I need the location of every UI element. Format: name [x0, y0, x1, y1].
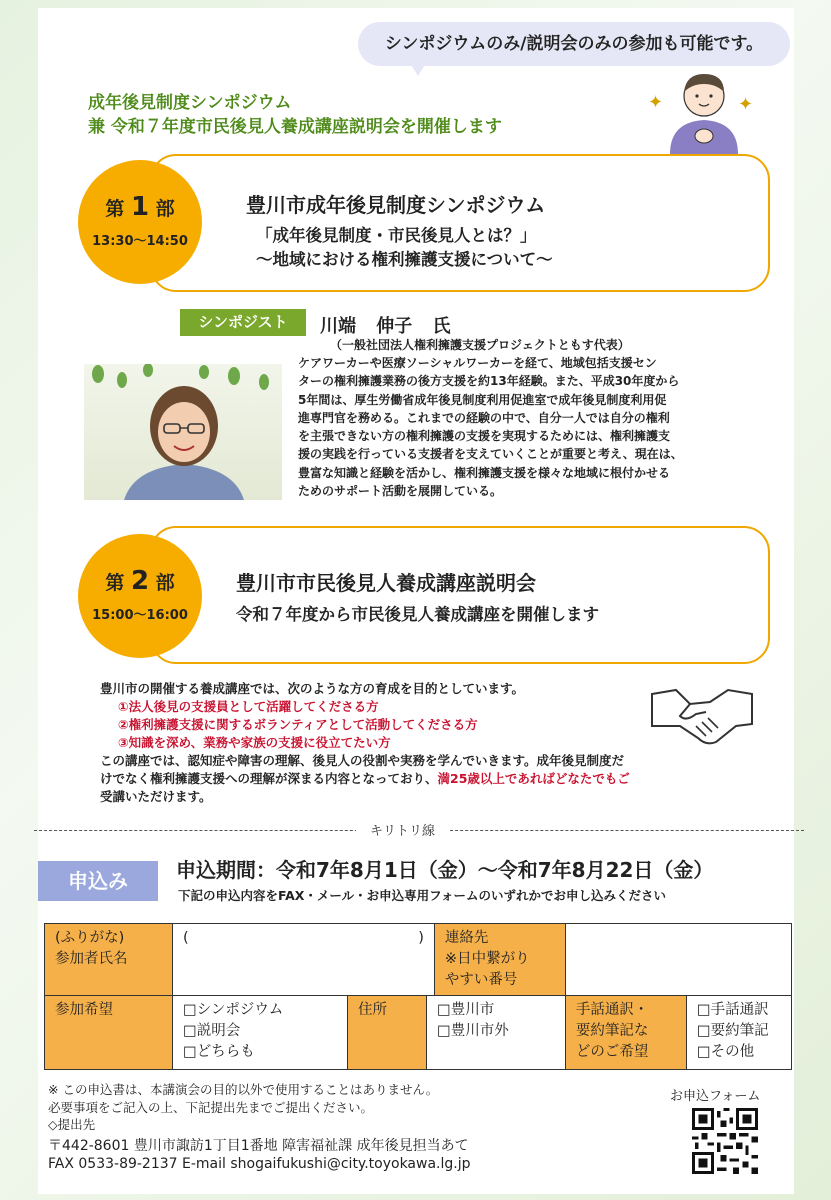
bio-line: 豊富な知識と経験を活かし、権利擁護支援を様々な地域に根付かせる [298, 465, 671, 480]
intro-item: ②権利擁護支援に関するボランティアとして活動してくださる方 [118, 717, 478, 732]
part1-label-num: 1 [130, 192, 150, 222]
intro-age-condition: 満25歳以上であればどなたでもご [437, 771, 630, 786]
contact-label-line: やすい番号 [444, 972, 518, 988]
note-destination-heading: ◇提出先 [48, 1117, 96, 1132]
part1-label-pre: 第 [105, 198, 125, 220]
part1-sub2: ～地域における権利擁護支援について～ [256, 250, 553, 269]
contact-label-line: 連絡先 [444, 930, 489, 946]
bio-line: 進専門官を務める。これまでの経験の中で、自分一人では自分の権利 [298, 410, 670, 425]
speaker-photo [84, 364, 282, 500]
intro-item: ③知識を深め、業務や家族の支援に役立てたい方 [118, 735, 391, 750]
wish-options [173, 996, 348, 1070]
name-field[interactable] [173, 924, 435, 996]
option-other[interactable]: □その他 [696, 1044, 755, 1060]
address-label: 住所 [348, 996, 427, 1070]
sign-label-line: 手話通訳・ [575, 1002, 649, 1018]
part2-badge [78, 534, 202, 658]
part1-badge [78, 160, 202, 284]
apply-note: 下記の申込内容をFAX・メール・お申込専用フォームのいずれかでお申し込みください [178, 888, 667, 903]
headline-line1: 成年後見制度シンポジウム [88, 93, 292, 113]
intro-body1: この講座では、認知症や障害の理解、後見人の役割や実務を学んでいきます。成年後見制度だ [100, 753, 625, 768]
handshake-icon [650, 684, 754, 748]
intro-body2a: けでなく権利擁護支援への理解が深まる内容となっており、 [100, 771, 438, 786]
wish-label: 参加希望 [45, 996, 173, 1070]
part2-time: 15:00～16:00 [92, 608, 188, 623]
speaker-bio [298, 354, 788, 500]
sparkle-icon: ✦ [738, 94, 754, 115]
part1-label-post: 部 [155, 198, 175, 220]
note-submit: 必要事項をご記入の上、下記提出先までご提出ください。 [48, 1099, 374, 1115]
intro-body2 [100, 770, 630, 788]
sign-language-label [565, 996, 686, 1070]
sign-label-line: 要約筆記な [575, 1023, 649, 1039]
sign-label-line: どのご希望 [575, 1044, 649, 1060]
speech-bubble-tail [408, 60, 428, 76]
application-form [44, 923, 792, 1070]
apply-tag: 申込み [38, 861, 158, 901]
cut-line-label: キリトリ線 [356, 820, 449, 839]
furigana-close: ) [418, 930, 424, 946]
note-privacy: ※ この申込書は、本講演会の目的以外で使用することはありません。 [48, 1082, 439, 1097]
name-label-main: 参加者氏名 [55, 951, 128, 967]
form-link-label: お申込フォーム [670, 1089, 761, 1104]
part2-label-pre: 第 [105, 572, 125, 594]
address-option-toyokawa[interactable]: □豊川市 [437, 1002, 495, 1018]
intro-body3: 受講いただけます。 [100, 789, 212, 804]
address-option-outside[interactable]: □豊川市外 [437, 1023, 509, 1039]
part2-label-num: 2 [130, 566, 150, 596]
sparkle-icon: ✦ [648, 92, 664, 113]
intro-lead: 豊川市の開催する養成講座では、次のような方の育成を目的としています。 [100, 681, 525, 696]
contact-field[interactable] [565, 924, 791, 996]
submit-contact: FAX 0533-89-2137 E-mail shogaifukushi@city.toyokawa.lg.jp [48, 1156, 471, 1172]
name-label [45, 924, 173, 996]
part1-title: 豊川市成年後見制度シンポジウム [246, 193, 546, 217]
bio-line: 援の実践を行っている支援者を支えていくことが重要と考え、現在は、 [298, 447, 683, 462]
symposist-tag: シンポジスト [180, 309, 306, 336]
contact-label [434, 924, 565, 996]
address-options [427, 996, 566, 1070]
part2-title: 豊川市市民後見人養成講座説明会 [236, 571, 536, 595]
bio-line: ターの権利擁護業務の後方支援を約13年経験。また、平成30年度から [298, 374, 680, 389]
part2-label-post: 部 [155, 572, 175, 594]
contact-label-line: ※日中繋がり [444, 951, 530, 967]
wish-option-symposium[interactable]: □シンポジウム [183, 1002, 284, 1018]
speaker-name: 川端 伸子 氏 [320, 316, 451, 337]
option-sign-language[interactable]: □手話通訳 [696, 1002, 769, 1018]
wish-option-briefing[interactable]: □説明会 [183, 1023, 241, 1039]
speaker-affiliation: （一般社団法人権利擁護支援プロジェクトともす代表） [330, 338, 630, 352]
name-label-furigana: (ふりがな) [55, 930, 125, 946]
notes [48, 1081, 438, 1134]
speech-bubble: シンポジウムのみ/説明会のみの参加も可能です。 [358, 22, 790, 66]
part2-sub1: 令和７年度から市民後見人養成講座を開催します [236, 605, 599, 624]
bio-line: 5年間は、厚生労働省成年後見制度利用促進室で成年後見制度利用促 [298, 392, 667, 407]
intro-item: ①法人後見の支援員として活躍してくださる方 [118, 699, 379, 714]
submit-address: 〒442-8601 豊川市諏訪1丁目1番地 障害福祉課 成年後見担当あて [48, 1138, 469, 1154]
part1-time: 13:30～14:50 [92, 234, 188, 249]
qr-code-icon[interactable] [692, 1108, 758, 1174]
sign-language-options [686, 996, 791, 1070]
headline-line2: 兼 令和７年度市民後見人養成講座説明会を開催します [88, 117, 502, 137]
bio-line: ためのサポート活動を展開している。 [298, 484, 503, 499]
part1-sub1: 「成年後見制度・市民後見人とは？」 [256, 226, 537, 245]
apply-period: 申込期間：令和7年8月1日（金）～令和7年8月22日（金） [176, 858, 714, 882]
wish-option-both[interactable]: □どちらも [183, 1044, 255, 1060]
bio-line: を主張できない方の権利擁護の支援を実現するためには、権利擁護支 [298, 429, 671, 444]
furigana-open: ( [183, 930, 189, 946]
option-summary-writing[interactable]: □要約筆記 [696, 1023, 769, 1039]
bio-line: ケアワーカーや医療ソーシャルワーカーを経て、地域包括支援セン [298, 356, 657, 370]
